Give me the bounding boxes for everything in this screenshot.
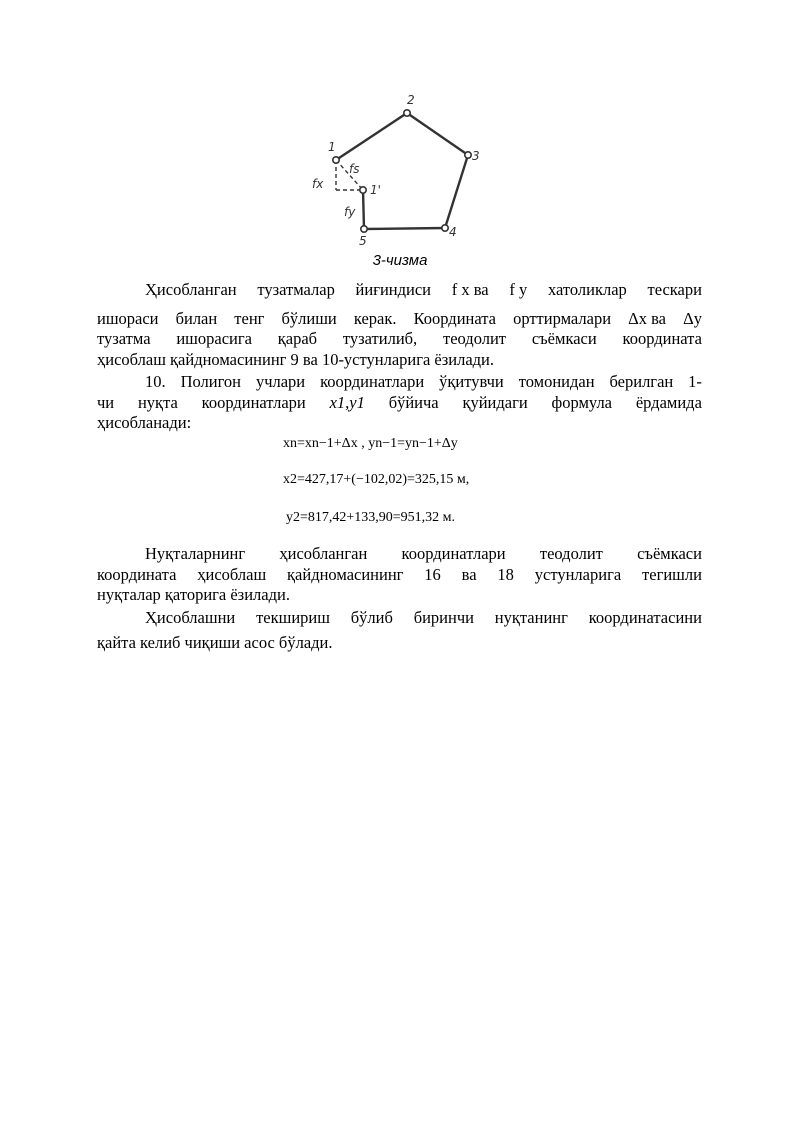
word: нуқтанинг [494, 608, 568, 627]
p2-line1 [97, 372, 702, 393]
word: қуйидаги [462, 392, 528, 412]
word: 16 [424, 564, 441, 584]
word: ва [461, 564, 477, 584]
p3-line1 [97, 544, 702, 565]
word: тескари [647, 280, 702, 299]
word: тузатма [97, 329, 151, 348]
word: 10. [145, 372, 166, 391]
formula-1: xn=xn−1+Δx , yn−1=yn−1+Δy [283, 436, 458, 451]
word: биринчи [413, 608, 474, 627]
word: координатлари [401, 544, 506, 563]
word: тузатмалар [257, 280, 335, 299]
word: орттирмалари [513, 308, 612, 328]
point-3 [465, 152, 471, 158]
word: чи [97, 392, 115, 412]
word: бўлиб [350, 608, 393, 627]
p4-line1 [97, 608, 702, 629]
word: съёмкаси [531, 329, 597, 348]
word: Ҳисобланган [145, 280, 237, 299]
p2-line3: ҳисобланади: [97, 413, 192, 432]
point-5 [361, 226, 367, 232]
word: ҳисоблаш [197, 564, 267, 584]
word: координата [622, 329, 702, 348]
word: 18 [497, 564, 514, 584]
p1-line4: ҳисоблаш қайдномасининг 9 ва 10-устунларига ёзилади. [97, 349, 495, 369]
word: координатлари [201, 392, 306, 412]
word: тузатилиб, [342, 329, 418, 348]
word: тегишли [642, 564, 702, 584]
label-5: 5 [359, 234, 367, 248]
point-1-prime [360, 187, 366, 193]
x1-y1-symbol: x1,y1 [329, 392, 365, 412]
word: бўлиши [281, 308, 337, 328]
formula-3: y2=817,42+133,90=951,32 м. [286, 510, 456, 525]
word: қайдномасининг [287, 564, 404, 584]
polygon-diagram [300, 88, 500, 248]
word: томонидан [518, 372, 595, 391]
p3-line3: нуқталар қаторига ёзилади. [97, 585, 290, 604]
word: ишорасига [176, 329, 252, 348]
polygon-figure [300, 88, 500, 248]
p1-line2 [97, 309, 702, 330]
word: координата [97, 564, 177, 584]
word: координатлари [320, 372, 425, 391]
figure-caption: 3-чизма [372, 252, 428, 269]
delta-x-symbol: Δx ва [628, 308, 666, 328]
word: координатасини [588, 608, 702, 627]
p2-line2 [97, 393, 702, 414]
formula-2: x2=427,17+(−102,02)=325,15 м, [283, 472, 470, 487]
p3-line2 [97, 565, 702, 586]
p1-line1 [97, 280, 702, 301]
fy-symbol: f y [509, 280, 528, 299]
word: Нуқталарнинг [145, 544, 246, 563]
word: тенг [234, 308, 265, 328]
delta-y-symbol: Δy [683, 308, 702, 328]
label-1-prime: 1' [370, 183, 381, 197]
word: текшириш [256, 608, 330, 627]
label-1: 1 [328, 140, 336, 154]
word: бўйича [388, 392, 439, 412]
word: съёмкаси [637, 544, 702, 563]
word: хатоликлар [547, 280, 627, 299]
label-fs: fs [349, 162, 360, 176]
word: Ҳисоблашни [145, 608, 236, 627]
label-2: 2 [407, 93, 415, 107]
paragraph-1 [97, 280, 702, 370]
word: ёрдамида [635, 392, 702, 412]
p1-line3 [97, 329, 702, 350]
word: нуқта [137, 392, 178, 412]
word: йиғиндиси [355, 280, 432, 299]
word: қараб [277, 329, 318, 348]
paragraph-2 [97, 372, 702, 434]
label-fy: fy [344, 205, 356, 219]
word: берилган [609, 372, 674, 391]
word: устунларига [534, 564, 622, 584]
paragraph-3 [97, 544, 702, 606]
label-3: 3 [472, 149, 480, 163]
word: билан [175, 308, 218, 328]
word: формула [551, 392, 612, 412]
point-4 [442, 225, 448, 231]
point-2 [404, 110, 410, 116]
point-1 [333, 157, 339, 163]
word: Координата [413, 308, 496, 328]
fx-symbol: f x ва [451, 280, 489, 299]
label-4: 4 [449, 225, 457, 239]
word: теодолит [443, 329, 507, 348]
word: ҳисобланган [279, 544, 368, 563]
word: ишораси [97, 308, 159, 328]
label-fx: fx [312, 177, 324, 191]
p4-line2: қайта келиб чиқиши асос бўлади. [97, 632, 333, 652]
word: учлари [255, 372, 306, 391]
word: Полигон [180, 372, 242, 391]
word: 1- [688, 372, 702, 391]
paragraph-4 [97, 608, 702, 653]
word: теодолит [539, 544, 603, 563]
word: керак. [353, 308, 397, 328]
word: ўқитувчи [439, 372, 504, 391]
